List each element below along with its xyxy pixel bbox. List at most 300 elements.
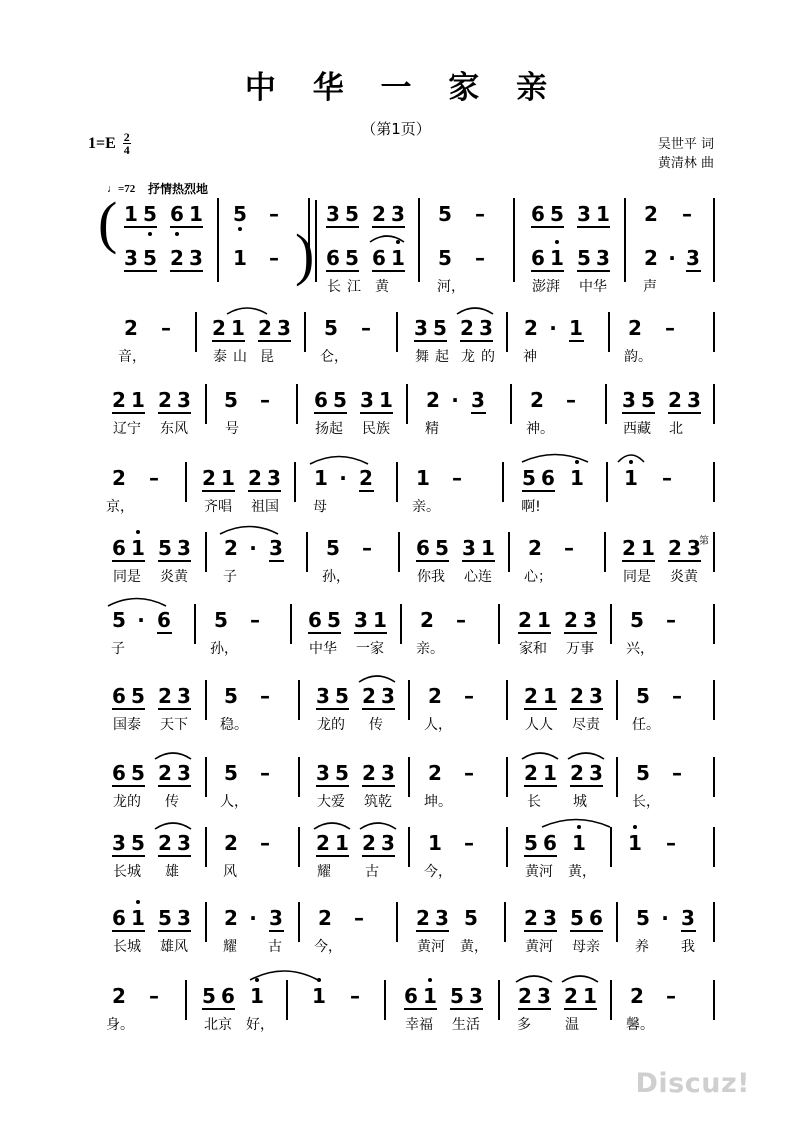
beam [518, 1008, 551, 1010]
note: 6 [112, 761, 126, 785]
augmentation-dot: · [668, 246, 676, 270]
note: 2 [158, 761, 172, 785]
note: 3 [177, 761, 191, 785]
lyric: 京， [106, 499, 134, 515]
note: 6 [112, 536, 126, 560]
beam [316, 785, 349, 787]
note: 1 [124, 202, 138, 226]
note: 1 [379, 388, 393, 412]
note: 3 [435, 906, 449, 930]
beam [404, 1008, 437, 1010]
barline [185, 980, 187, 1020]
barline [290, 604, 292, 644]
lyric: 子 [111, 641, 125, 657]
slur [566, 749, 606, 761]
note: 6 [157, 608, 171, 632]
note: 3 [469, 984, 483, 1008]
system-3 [100, 310, 715, 386]
note: 2 [668, 536, 682, 560]
note: – [269, 202, 279, 226]
note: 3 [381, 761, 395, 785]
beam [316, 855, 349, 857]
note: 2 [460, 316, 474, 340]
note: 3 [381, 831, 395, 855]
beam [258, 340, 291, 342]
barline [616, 680, 618, 720]
augmentation-dot: · [249, 906, 257, 930]
note: 2 [524, 316, 538, 340]
note: 2 [668, 388, 682, 412]
note: 5 [233, 202, 247, 226]
note: 1 [583, 984, 597, 1008]
barline [205, 902, 207, 942]
beam [362, 785, 395, 787]
note: 1 [231, 316, 245, 340]
note: 2 [112, 466, 126, 490]
beam [112, 855, 145, 857]
note: 2 [158, 684, 172, 708]
lyric: 长 [327, 279, 341, 295]
note: 3 [177, 906, 191, 930]
note: 5 [438, 202, 452, 226]
note: 5 [433, 316, 447, 340]
beam [686, 270, 701, 272]
intro-close-paren: ) [295, 222, 315, 287]
barline [713, 827, 715, 867]
augmentation-dot: · [249, 536, 257, 560]
note: 3 [360, 388, 374, 412]
beam [524, 930, 557, 932]
note: 2 [362, 684, 376, 708]
lyric: 母 [313, 499, 327, 515]
barline [396, 902, 398, 942]
lyric: 号 [225, 421, 239, 437]
lyric: 韵。 [624, 349, 652, 365]
note: 6 [372, 246, 386, 270]
note: 2 [518, 608, 532, 632]
lyric: 传 [369, 717, 383, 733]
barline [713, 902, 715, 942]
slur [218, 522, 280, 536]
beam [569, 340, 584, 342]
lyric: 同是 [623, 569, 651, 585]
beam [308, 632, 341, 634]
lyric: 长城 [113, 864, 141, 880]
lyric: 雄风 [160, 939, 188, 955]
barline [205, 532, 207, 572]
note: 3 [277, 316, 291, 340]
lyric: 今， [314, 939, 342, 955]
note: 5 [158, 906, 172, 930]
beam [372, 270, 405, 272]
beam [359, 490, 374, 492]
system-10 [100, 825, 715, 901]
note: 6 [308, 608, 322, 632]
beam [170, 226, 203, 228]
beam [212, 340, 245, 342]
note: 3 [681, 906, 695, 930]
lyric: 泰 [213, 349, 227, 365]
beam [157, 632, 172, 634]
note: – [361, 316, 371, 340]
beam [577, 226, 610, 228]
lyric: 黄河 [525, 864, 553, 880]
lyric: 河， [437, 279, 465, 295]
note: – [456, 608, 466, 632]
system-5 [100, 460, 715, 536]
note: – [665, 316, 675, 340]
barline [624, 242, 626, 282]
low-octave-dot [148, 232, 152, 236]
beam [668, 412, 701, 414]
meter-denominator: 4 [123, 143, 130, 158]
beam [112, 785, 145, 787]
beam [372, 226, 405, 228]
barline [506, 312, 508, 352]
lyric: 幸福 [405, 1017, 433, 1033]
note: 6 [221, 984, 235, 1008]
barline [713, 680, 715, 720]
barline [713, 462, 715, 502]
note: 2 [420, 608, 434, 632]
note: 5 [636, 906, 650, 930]
note: 6 [112, 906, 126, 930]
note: 1 [570, 466, 584, 490]
slur [248, 966, 320, 982]
intro-open-paren: ( [98, 190, 118, 255]
beam [269, 560, 284, 562]
beam [158, 412, 191, 414]
lyric: 耀 [317, 864, 331, 880]
note: 1 [569, 316, 583, 340]
note: 3 [316, 761, 330, 785]
lyric: 龙的 [317, 717, 345, 733]
lyric: 东风 [160, 421, 188, 437]
note: 3 [316, 684, 330, 708]
beam [354, 632, 387, 634]
slur [514, 972, 554, 984]
lyric: 的 [481, 349, 495, 365]
lyric: 舞 [415, 349, 429, 365]
beam [622, 412, 655, 414]
note: 5 [131, 761, 145, 785]
note: 3 [269, 906, 283, 930]
beam [326, 226, 359, 228]
barline [286, 980, 288, 1020]
note: 2 [202, 466, 216, 490]
note: 1 [572, 831, 586, 855]
slur [358, 819, 398, 831]
augmentation-dot: · [451, 388, 459, 412]
note: 2 [212, 316, 226, 340]
note: 5 [335, 761, 349, 785]
note: 1 [335, 831, 349, 855]
barline [608, 312, 610, 352]
note: 1 [373, 608, 387, 632]
slur [153, 749, 193, 761]
beam [112, 412, 145, 414]
note: 1 [423, 984, 437, 1008]
barline [400, 604, 402, 644]
lyric: 音， [118, 349, 146, 365]
system-8 [100, 678, 715, 754]
note: – [260, 831, 270, 855]
lyric: 中华 [579, 279, 607, 295]
note: 2 [530, 388, 544, 412]
note: 1 [250, 984, 264, 1008]
high-octave-dot [633, 825, 637, 829]
lyric: 万事 [566, 641, 594, 657]
note: 6 [543, 831, 557, 855]
lyric: 炎黄 [160, 569, 188, 585]
note: 1 [131, 536, 145, 560]
note: 1 [131, 906, 145, 930]
high-octave-dot [317, 978, 321, 982]
beam [158, 708, 191, 710]
lyric: 扬起 [315, 421, 343, 437]
note: 2 [630, 984, 644, 1008]
note: 6 [314, 388, 328, 412]
note: – [362, 536, 372, 560]
note: 2 [359, 466, 373, 490]
beam [681, 930, 696, 932]
slur [560, 972, 600, 984]
beam [362, 855, 395, 857]
lyric: 黄， [460, 939, 488, 955]
note: 2 [570, 684, 584, 708]
lyric: 亲。 [416, 641, 444, 657]
note: 2 [158, 831, 172, 855]
note: 2 [112, 388, 126, 412]
barline [506, 827, 508, 867]
lyric: 风 [223, 864, 237, 880]
beam [622, 560, 655, 562]
note: 5 [630, 608, 644, 632]
lyric: 长 [527, 794, 541, 810]
slur [455, 304, 495, 316]
barline [498, 604, 500, 644]
lyric: 好， [246, 1017, 274, 1033]
note: 3 [687, 388, 701, 412]
note: – [682, 202, 692, 226]
note: 1 [628, 831, 642, 855]
note: – [350, 984, 360, 1008]
lyric: 天下 [160, 717, 188, 733]
barline [713, 532, 715, 572]
note: 6 [589, 906, 603, 930]
beam [570, 708, 603, 710]
lyric: 心连 [464, 569, 492, 585]
barline [713, 980, 715, 1020]
barline [616, 902, 618, 942]
note: 2 [564, 984, 578, 1008]
note: 3 [583, 608, 597, 632]
lyric: 起 [435, 349, 449, 365]
high-octave-dot [136, 530, 140, 534]
note: 5 [158, 536, 172, 560]
beam [522, 490, 555, 492]
lyric: 人， [220, 794, 248, 810]
high-octave-dot [136, 900, 140, 904]
barline [194, 604, 196, 644]
note: 5 [224, 684, 238, 708]
barline [604, 532, 606, 572]
note: 3 [479, 316, 493, 340]
lyric: 炎黄 [670, 569, 698, 585]
note: – [250, 608, 260, 632]
note: 3 [414, 316, 428, 340]
composer-credit: 黄清林 曲 [657, 155, 714, 171]
lyric: 子 [223, 569, 237, 585]
slur [308, 452, 370, 466]
beam [112, 930, 145, 932]
lyric: 城 [573, 794, 587, 810]
system-6 [100, 530, 715, 606]
lyric: 长城 [113, 939, 141, 955]
note: 6 [404, 984, 418, 1008]
note: 2 [528, 536, 542, 560]
lyric: 生活 [452, 1017, 480, 1033]
note: 3 [462, 536, 476, 560]
lyric: 山 [233, 349, 247, 365]
note: 6 [531, 202, 545, 226]
beam [564, 632, 597, 634]
barline [506, 757, 508, 797]
slur [520, 749, 560, 761]
note: 6 [112, 684, 126, 708]
note: – [672, 761, 682, 785]
barline [498, 980, 500, 1020]
low-octave-dot [175, 232, 179, 236]
beam [158, 855, 191, 857]
barline [406, 384, 408, 424]
barline [398, 532, 400, 572]
note: 5 [636, 684, 650, 708]
note: 1 [416, 466, 430, 490]
note: 1 [131, 388, 145, 412]
lyric: 人人 [525, 717, 553, 733]
note: 2 [644, 202, 658, 226]
note: – [666, 608, 676, 632]
note: 3 [391, 202, 405, 226]
note: 3 [471, 388, 485, 412]
lyric: 江 [347, 279, 361, 295]
lyric: 传 [165, 794, 179, 810]
beam [158, 560, 191, 562]
beam [524, 855, 557, 857]
system-7 [100, 602, 715, 678]
beam [462, 560, 495, 562]
beam [564, 1008, 597, 1010]
lyric: 亲。 [412, 499, 440, 515]
beam [416, 560, 449, 562]
note: 1 [391, 246, 405, 270]
lyric: 大爱 [317, 794, 345, 810]
beam [531, 226, 564, 228]
high-octave-dot [428, 978, 432, 982]
note: – [672, 684, 682, 708]
note: 1 [537, 608, 551, 632]
note: 6 [170, 202, 184, 226]
barline [408, 680, 410, 720]
note: 3 [177, 388, 191, 412]
note: 5 [224, 388, 238, 412]
note: 2 [428, 761, 442, 785]
lyric: 龙 [461, 349, 475, 365]
lyric: 坤。 [424, 794, 452, 810]
note: 5 [464, 906, 478, 930]
barline [713, 312, 715, 352]
note: – [475, 202, 485, 226]
barline [408, 757, 410, 797]
lyric: 辽宁 [113, 421, 141, 437]
beam [518, 632, 551, 634]
note: – [566, 388, 576, 412]
lyric: 一家 [356, 641, 384, 657]
note: – [464, 684, 474, 708]
barline [396, 462, 398, 502]
lyric: 古 [268, 939, 282, 955]
beam [471, 412, 486, 414]
note: 2 [372, 202, 386, 226]
note: 5 [326, 536, 340, 560]
lyric: 西藏 [623, 421, 651, 437]
note: 3 [687, 536, 701, 560]
note: 1 [428, 831, 442, 855]
note: 2 [518, 984, 532, 1008]
lyric: 齐唱 [204, 499, 232, 515]
note: 3 [177, 831, 191, 855]
watermark: Discuz! [635, 1068, 750, 1099]
note: 5 [636, 761, 650, 785]
lyric: 家和 [519, 641, 547, 657]
note: 2 [570, 761, 584, 785]
lyric: 我 [681, 939, 695, 955]
note: 2 [622, 536, 636, 560]
note: 1 [189, 202, 203, 226]
beam [326, 270, 359, 272]
expression-marking: 抒情热烈地 [148, 182, 209, 196]
lyric: 今， [424, 864, 452, 880]
beam [524, 708, 557, 710]
beam [170, 270, 203, 272]
beam [314, 412, 347, 414]
lyricist-credit: 吴世平 词 [657, 137, 714, 152]
lyric: 黄， [568, 864, 596, 880]
barline [408, 827, 410, 867]
barline [205, 827, 207, 867]
beam [124, 226, 157, 228]
key-label: 1=E [88, 134, 116, 152]
beam [316, 708, 349, 710]
beam [112, 560, 145, 562]
note: – [149, 466, 159, 490]
note: – [464, 831, 474, 855]
slur [368, 232, 406, 244]
lyric: 长， [632, 794, 660, 810]
lyric: 昆 [260, 349, 274, 365]
lyric: 神。 [526, 421, 554, 437]
beam [668, 560, 701, 562]
slur [520, 450, 590, 464]
barline [205, 757, 207, 797]
beam [416, 930, 449, 932]
note: 2 [224, 906, 238, 930]
barline [610, 604, 612, 644]
note: 2 [416, 906, 430, 930]
note: 5 [522, 466, 536, 490]
note: 3 [326, 202, 340, 226]
